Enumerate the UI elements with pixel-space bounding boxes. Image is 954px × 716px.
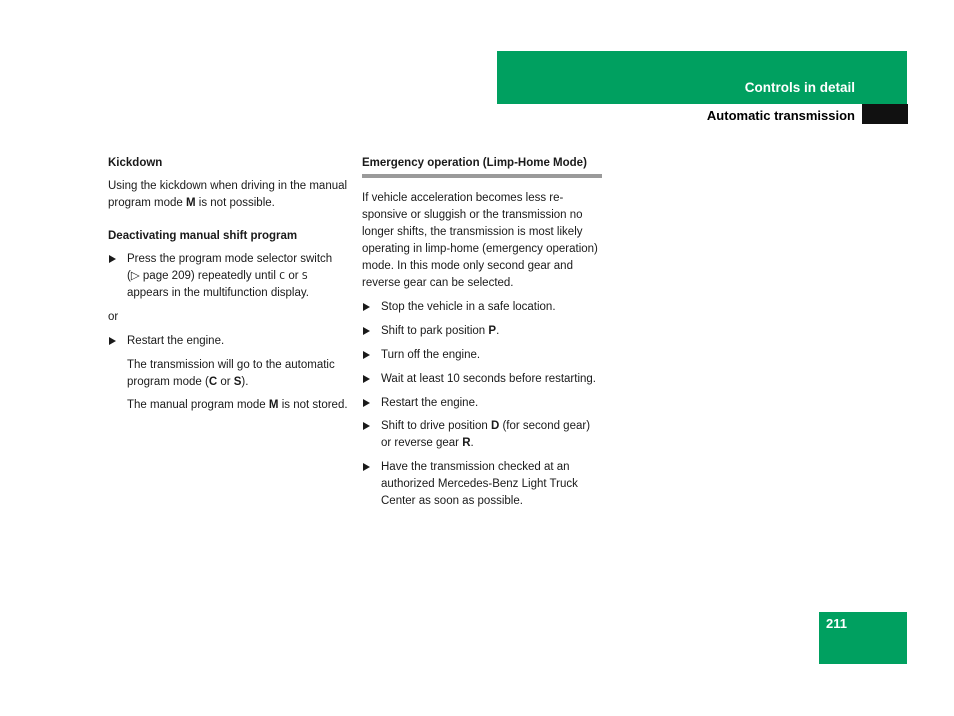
subsection-title: Automatic transmission: [706, 108, 855, 123]
kickdown-heading: Kickdown: [108, 157, 163, 169]
section-title: Controls in detail: [744, 80, 855, 95]
step-have-checked: Have the transmission checked at an authorized Mercedes-Benz Light Truck Center as soon as possible.: [362, 459, 602, 510]
bullet-arrow-icon: [109, 255, 116, 263]
step-wait: Wait at least 10 seconds before restarting.: [362, 371, 602, 388]
emergency-intro: If vehicle acceleration becomes less re-sponsive or sluggish or the transmission no longer shifts, the transmission is most likely operating in limp-home (emergency operation) mode. In this mode only second gear and reverse gear can be selected.: [362, 192, 598, 289]
bullet-arrow-icon: [363, 303, 370, 311]
bullet-arrow-icon: [363, 375, 370, 383]
step-press-selector: Press the program mode selector switch (▷ page 209) repeatedly until C or S appears in the multifunction display.: [108, 251, 348, 302]
page-ref-arrow-icon: ▷: [130, 270, 140, 282]
step-restart: Restart the engine.: [362, 395, 602, 412]
bullet-arrow-icon: [363, 422, 370, 430]
step-restart-engine: Restart the engine.: [108, 333, 348, 350]
step-park-position: Shift to park position P.: [362, 323, 602, 340]
right-column: [362, 155, 602, 510]
bullet-arrow-icon: [363, 327, 370, 335]
page-number: 211: [826, 616, 847, 631]
step-turn-off-engine: Turn off the engine.: [362, 347, 602, 364]
result-automatic-mode: The transmission will go to the automatic program mode (C or S).: [127, 359, 335, 388]
step-drive-position: Shift to drive position D (for second gear) or reverse gear R.: [362, 418, 602, 452]
bullet-arrow-icon: [363, 399, 370, 407]
heading-rule: [362, 174, 602, 178]
result-not-stored: The manual program mode M is not stored.: [127, 399, 348, 411]
bullet-arrow-icon: [363, 463, 370, 471]
or-text: or: [108, 311, 119, 323]
deactivate-heading: Deactivating manual shift program: [108, 230, 298, 242]
bullet-arrow-icon: [109, 337, 116, 345]
bullet-arrow-icon: [363, 351, 370, 359]
kickdown-text: Using the kickdown when driving in the manual program mode M is not possible.: [108, 180, 348, 209]
step-stop-vehicle: Stop the vehicle in a safe location.: [362, 299, 602, 316]
emergency-heading: Emergency operation (Limp-Home Mode): [362, 157, 587, 169]
chapter-tab: [862, 104, 908, 124]
left-column: [108, 155, 348, 414]
